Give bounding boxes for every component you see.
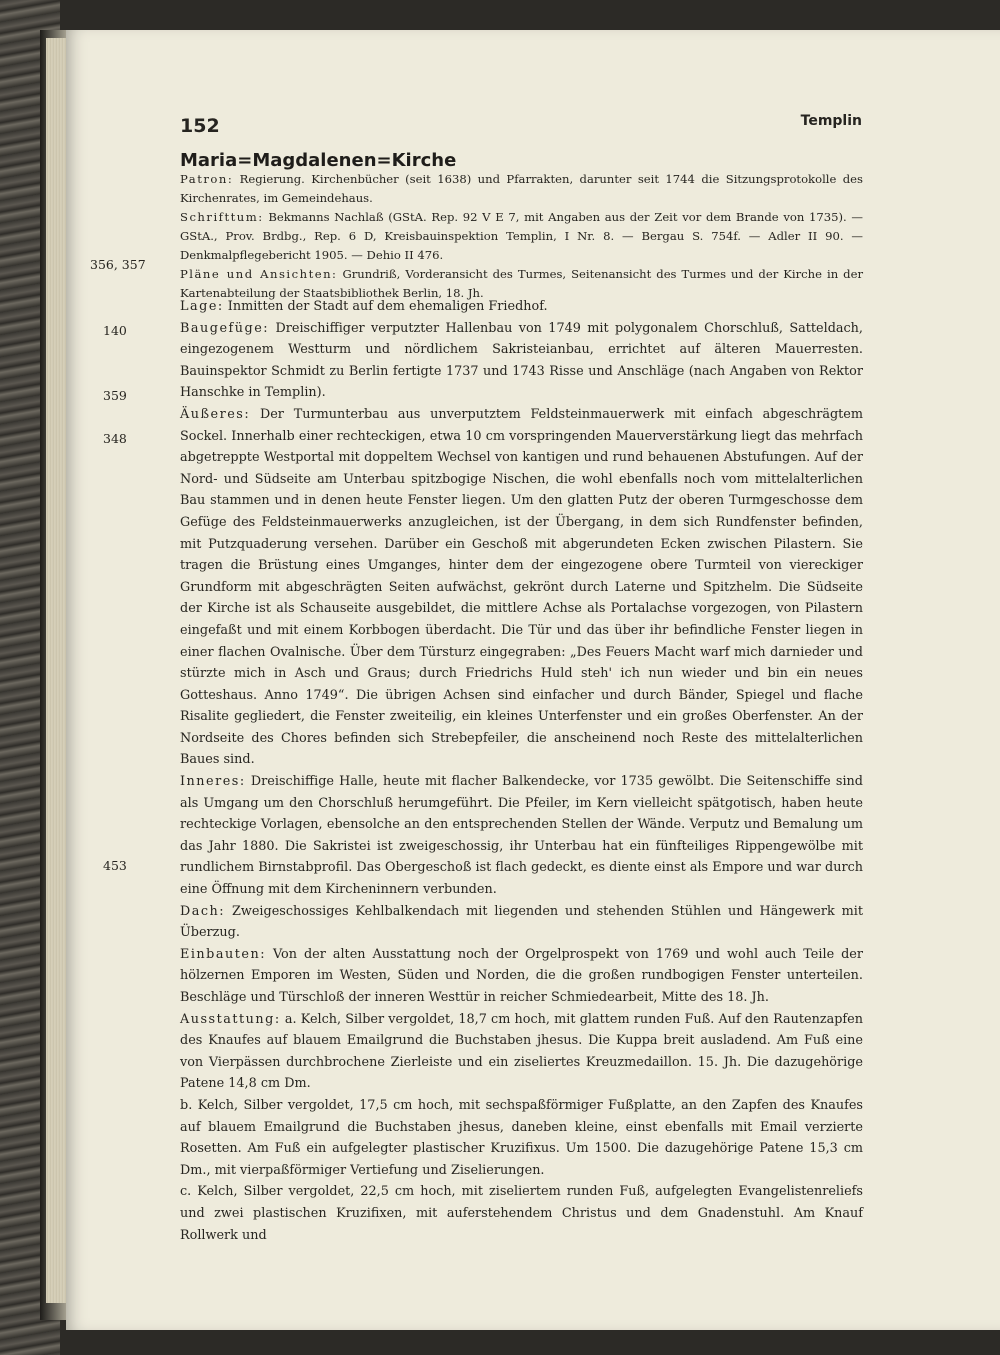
header-notes <box>180 170 863 303</box>
section-label: Inneres: <box>180 774 246 790</box>
section-lage <box>180 296 863 318</box>
section-aeusseres <box>180 404 863 771</box>
margin-number: 140 <box>103 323 127 338</box>
section-einbauten <box>180 944 863 1009</box>
section-item-c: c. Kelch, Silber vergoldet, 22,5 cm hoch, mit ziseliertem runden Fuß, aufgelegten Evangelistenreliefs und zwei plastischen Kruzifixen, mit auferstehendem Christus und dem Gnadenstuhl. Am Knauf Rollwerk und <box>180 1184 863 1243</box>
running-header-place: Templin <box>800 113 862 129</box>
margin-number: 348 <box>103 431 127 446</box>
section-label: Dach: <box>180 903 226 919</box>
note-label: Pläne und Ansichten: <box>180 267 338 281</box>
section-text: Inmitten der Stadt auf dem ehemaligen Friedhof. <box>223 299 548 314</box>
section-text: a. Kelch, Silber vergoldet, 18,7 cm hoch, mit glattem runden Fuß. Auf den Rautenzapfen des Knaufes auf blauem Emailgrund die Buchstaben jhesus. Die Kuppa breit ausladend. Am Fuß eine von Vierpässen durchbrochene Zierleiste und ein ziseliertes Kreuzmedaillon. 15. Jh. Die dazugehörige Patene 14,8 cm Dm. <box>180 1011 863 1092</box>
main-text <box>180 296 863 1246</box>
section-label: Äußeres: <box>180 406 251 422</box>
note-text: Grundriß, Vorderansicht des Turmes, Seitenansicht des Turmes und der Kirche in der Kartenabteilung der Staatsbibliothek Berlin, 18. Jh. <box>180 267 863 300</box>
section-label: Baugefüge: <box>180 320 270 336</box>
section-label: Ausstattung: <box>180 1011 281 1027</box>
note-patron <box>180 170 863 208</box>
section-item-b: b. Kelch, Silber vergoldet, 17,5 cm hoch, mit sechspaßförmiger Fußplatte, an den Zapfen des Knaufes auf blauem Emailgrund die Buchstaben jhesus, daneben kleine, einst ebenfalls mit Email verzierte Rosetten. Am Fuß ein aufgelegter plastischer Kruzifixus. Um 1500. Die dazugehörige Patene 15,3 cm Dm., mit vierpaßförmiger Vertiefung und Ziselierungen. <box>180 1097 863 1178</box>
section-text: Von der alten Ausstattung noch der Orgelprospekt von 1769 und wohl auch Teile der hölzernen Emporen im Westen, Süden und Norden, die die großen rundbogigen Fenster unterteilen. Beschläge und Türschloß der inneren Westtür in reicher Schmiedearbeit, Mitte des 18. Jh. <box>180 946 863 1005</box>
section-title: Maria=Magdalenen=Kirche <box>180 150 457 171</box>
section-text: Dreischiffige Halle, heute mit flacher Balkendecke, vor 1735 gewölbt. Die Seitenschiffe sind als Umgang um den Chorschluß herumgeführt. Die Pfeiler, im Kern vielleicht spätgotisch, haben heute rechteckige Vorlagen, ebensolche an den entsprechenden Stellen der Wände. Verputz und Bemalung um das Jahr 1880. Die Sakristei ist zweigeschossig, ihr Unterbau hat ein fünfteiliges Rippengewölbe mit rundlichem Birnstabprofil. Das Obergeschoß ist flach gedeckt, es diente einst als Empore und war durch eine Öffnung mit dem Kircheninnern verbunden. <box>180 774 863 898</box>
margin-number: 453 <box>103 858 127 873</box>
section-dach <box>180 901 863 944</box>
note-label: Patron: <box>180 172 234 186</box>
page-number: 152 <box>180 115 220 137</box>
section-text: Zweigeschossiges Kehlbalkendach mit liegenden und stehenden Stühlen und Hängewerk mit Überzug. <box>180 903 863 941</box>
page-stack-edges <box>46 38 68 1303</box>
note-text: Bekmanns Nachlaß (GStA. Rep. 92 V E 7, mit Angaben aus der Zeit vor dem Brande von 1735). — GStA., Prov. Brdbg., Rep. 6 D, Kreisbauinspektion Templin, I Nr. 8. — Bergau S. 754f. — Adler II 90. — Denkmalpflegebericht 1905. — Dehio II 476. <box>180 210 863 262</box>
section-label: Einbauten: <box>180 946 267 962</box>
note-label: Schrifttum: <box>180 210 264 224</box>
section-label: Lage: <box>180 299 224 314</box>
margin-number: 356, 357 <box>90 257 146 272</box>
section-text: Dreischiffiger verputzter Hallenbau von 1749 mit polygonalem Chorschluß, Satteldach, eingezogenem Westturm und nördlichem Sakristeianbau, errichtet auf älteren Mauerresten. Bauinspektor Schmidt zu Berlin fertigte 1737 und 1743 Risse und Anschläge (nach Angaben von Rektor Hanschke in Templin). <box>180 320 863 401</box>
section-ausstattung <box>180 1009 863 1095</box>
margin-number: 359 <box>103 388 127 403</box>
section-baugefuege <box>180 318 863 404</box>
section-inneres <box>180 771 863 901</box>
note-text: Regierung. Kirchenbücher (seit 1638) und Pfarrakten, darunter seit 1744 die Sitzungsprotokolle des Kirchenrates, im Gemeindehaus. <box>180 172 863 205</box>
note-schrifttum <box>180 208 863 265</box>
section-text: Der Turmunterbau aus unverputztem Feldsteinmauerwerk mit einfach abgeschrägtem Sockel. Innerhalb einer rechteckigen, etwa 10 cm vorspringenden Mauerverstärkung liegt das mehrfach abgetreppte Westportal mit doppeltem Wechsel von kantigen und rund behauenen Abstufungen. Auf der Nord- und Südseite am Unterbau spitzbogige Nischen, die wohl ebenfalls noch vom mittelalterlichen Bau stammen und in denen heute Fenster liegen. Um den glatten Putz der oberen Turmgeschosse dem Gefüge des Feldsteinmauerwerks anzugleichen, ist der Übergang, in dem sich Rundfenster befinden, mit Putzquaderung versehen. Darüber ein Geschoß mit abgerundeten Ecken zwischen Pilastern. Sie tragen die Brüstung eines Umganges, hinter dem der eingezogene obere Turmteil von viereckiger Grundform mit abgeschrägten Seiten aufwächst, gekrönt durch Laterne und Spitzhelm. Die Südseite der Kirche ist als Schauseite ausgebildet, die mittlere Achse als Portalachse vorgezogen, von Pilastern eingefaßt und mit einem Korbbogen überdacht. Die Tür und das über ihr befindliche Fenster liegen in einer flachen Ovalnische. Über dem Türsturz eingegraben: „Des Feuers Macht warf mich darnieder und stürzte mich in Asch und Graus; durch Friedrichs Huld steh' ich nun wieder und bin ein neues Gotteshaus. Anno 1749“. Die übrigen Achsen sind einfacher und durch Bänder, Spiegel und flache Risalite gegliedert, die Fenster zweiteilig, ein kleines Unterfenster und ein großes Oberfenster. An der Nordseite des Chores befinden sich Strebepfeiler, die anscheinend noch Reste des mittelalterlichen Baues sind. <box>180 406 863 768</box>
